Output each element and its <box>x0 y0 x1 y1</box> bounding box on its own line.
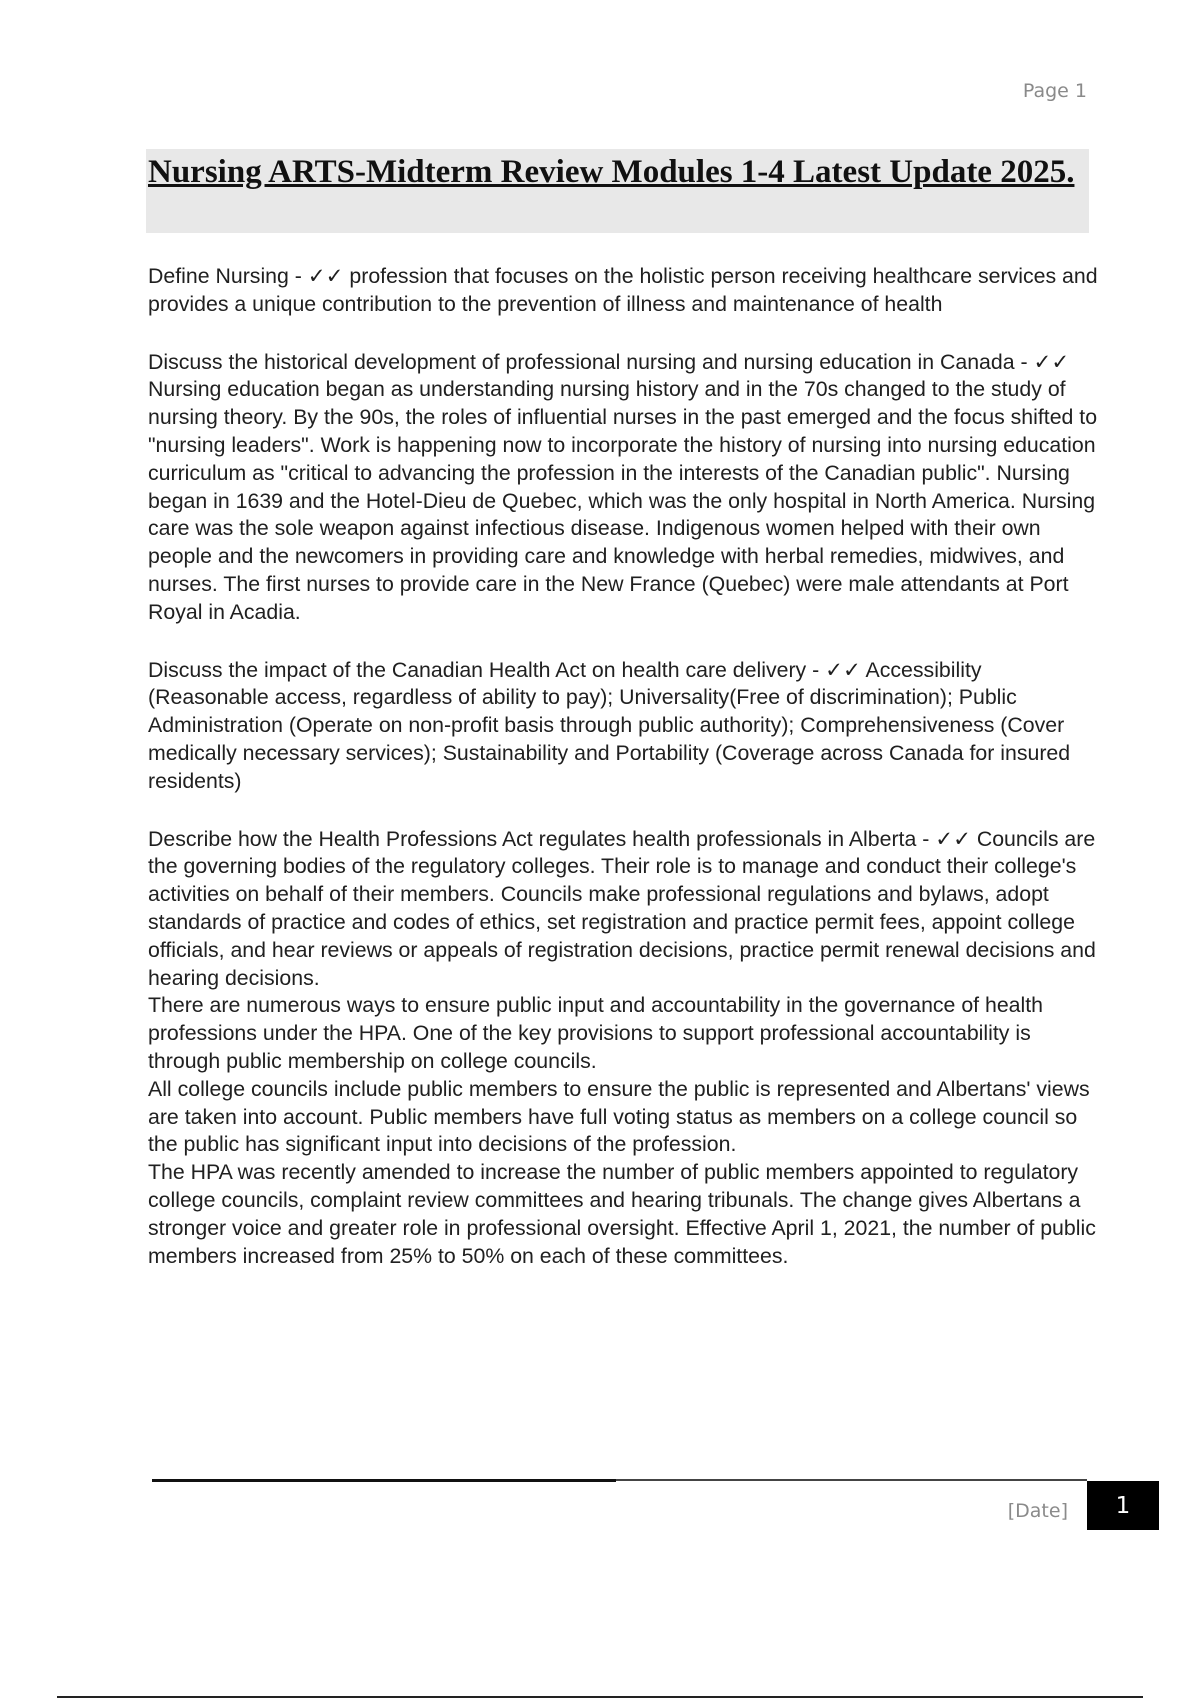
entry-paragraph: The HPA was recently amended to increase the number of public members appointed to regulatory college councils, complaint review committees and hearing tribunals. The change gives Albertans a stronger voice and greater role in professional oversight. Effective April 1, 2021, the number of public members increased from 25% to 50% on each of these committees. <box>148 1160 1096 1268</box>
entry-health-professions-act <box>148 826 1098 1271</box>
entry-text: Discuss the impact of the Canadian Health Act on health care delivery - ✓✓ Accessibility (Reasonable access, regardless of ability to pay); Universality(Free of discrimination); Public Administration (Operate on non-profit basis through public authority); Comprehensiveness (Cover medically necessary services); Sustainability and Portability (Coverage across Canada for insured residents) <box>148 657 1071 793</box>
entry-nursing-history <box>148 349 1098 627</box>
entry-paragraph: All college councils include public members to ensure the public is represented and Albertans' views are taken into account. Public members have full voting status as members on a college council so the public has significant input into decisions of the profession. <box>148 1076 1090 1157</box>
page-bottom-rule <box>57 1696 1143 1698</box>
page-number-badge: 1 <box>1087 1481 1159 1530</box>
entry-paragraph: Describe how the Health Professions Act regulates health professionals in Alberta - ✓✓ Councils are the governing bodies of the regulatory colleges. Their role is to manage and conduct their college's activities on behalf of their members. Councils make professional regulations and bylaws, adopt standards of practice and codes of ethics, set registration and practice permit fees, appoint college officials, and hear reviews or appeals of registration decisions, practice permit renewal decisions and hearing decisions. <box>148 826 1096 990</box>
footer-divider-right <box>616 1479 1087 1481</box>
document-title: Nursing ARTS-Midterm Review Modules 1-4 Latest Update 2025. <box>148 154 1075 190</box>
entry-text: Define Nursing - ✓✓ profession that focuses on the holistic person receiving healthcare services and provides a unique contribution to the prevention of illness and maintenance of health <box>148 264 1098 316</box>
page-header-label: Page 1 <box>1022 80 1087 102</box>
document-body <box>148 263 1098 1300</box>
entry-paragraph: There are numerous ways to ensure public input and accountability in the governance of health professions under the HPA. One of the key provisions to support professional accountability is through public membership on college councils. <box>148 993 1044 1073</box>
entry-text: Discuss the historical development of professional nursing and nursing education in Canada - ✓✓ Nursing education began as understanding nursing history and in the 70s changed to the study of nursing theory. By the 90s, the roles of influential nurses in the past emerged and the focus shifted to "nursing leaders". Work is happening now to incorporate the history of nursing into nursing education curriculum as "critical to advancing the profession in the interests of the Canadian public". Nursing began in 1639 and the Hotel-Dieu de Quebec, which was the only hospital in North America. Nursing care was the sole weapon against infectious disease. Indigenous women helped with their own people and the newcomers in providing care and knowledge with herbal remedies, midwives, and nurses. The first nurses to provide care in the New France (Quebec) were male attendants at Port Royal in Acadia. <box>148 349 1098 624</box>
title-block <box>146 149 1089 233</box>
footer-date: [Date] <box>1007 1500 1068 1522</box>
entry-define-nursing <box>148 263 1098 319</box>
footer-divider-left <box>152 1479 616 1482</box>
entry-canadian-health-act <box>148 657 1098 796</box>
